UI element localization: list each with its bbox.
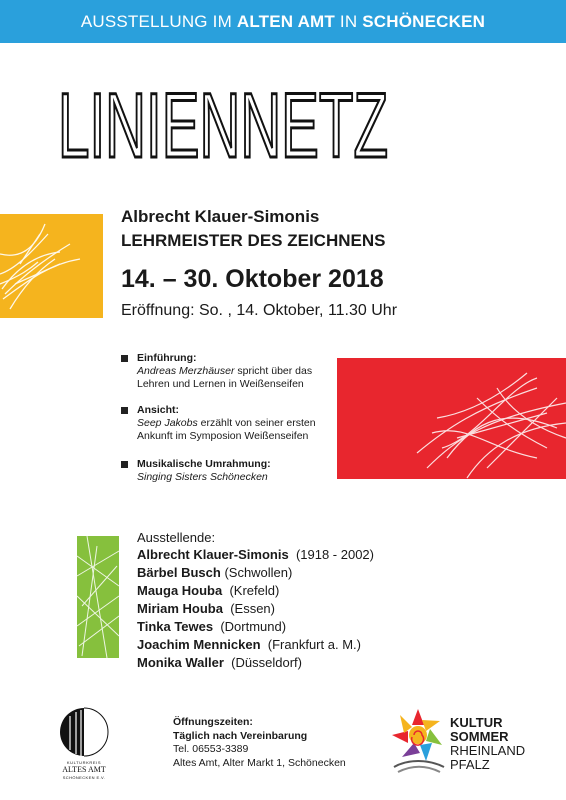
exhibitor-row: [137, 636, 361, 653]
exhibitor-row: [137, 564, 292, 581]
exhibition-dates: 14. – 30. Oktober 2018: [121, 265, 384, 293]
ks-line4: PFALZ: [450, 757, 490, 772]
program-text: erzählt von seiner ersten Ankunft im Symposion Weißenseifen: [137, 417, 316, 442]
bullet-square-icon: [121, 461, 128, 468]
banner-text-2: ALTEN AMT: [236, 12, 335, 31]
program-heading: Musikalische Umrahmung:: [137, 458, 271, 470]
exhibitor-detail: (Frankfurt a. M.): [267, 637, 361, 652]
exhibitor-detail: (1918 - 2002): [295, 547, 374, 562]
title-hand-lettering: [58, 75, 398, 177]
program-heading: Ansicht:: [137, 404, 179, 416]
svg-text:ALTES AMT: ALTES AMT: [62, 765, 106, 774]
program-item: [121, 404, 331, 444]
program-item: [121, 352, 331, 392]
red-drawing-image: [337, 358, 566, 479]
exhibition-title: [58, 75, 398, 177]
exhibitor-row: [137, 546, 374, 563]
exhibitor-detail: (Essen): [230, 601, 275, 616]
program-description: [137, 365, 337, 391]
exhibitor-name: Albrecht Klauer-Simonis: [137, 547, 289, 562]
exhibitor-row: [137, 654, 302, 671]
green-drawing-image: [77, 536, 119, 658]
program-text: spricht über das Lehren und Lernen in Weißenseifen: [137, 365, 313, 390]
svg-text:KULTURKREIS: KULTURKREIS: [66, 760, 102, 765]
exhibitor-row: [137, 618, 286, 635]
exhibitor-detail: (Krefeld): [229, 583, 280, 598]
yellow-drawing-image: [0, 214, 103, 318]
hours-address: Altes Amt, Alter Markt 1, Schönecken: [173, 756, 346, 769]
program-person: Seep Jakobs: [137, 417, 198, 429]
program-person: Andreas Merzhäuser: [137, 365, 235, 377]
exhibitor-name: Mauga Houba: [137, 583, 223, 598]
program-person: Singing Sisters Schönecken: [137, 471, 268, 483]
bullet-square-icon: [121, 355, 128, 362]
title-text: LINIENNETZ: [58, 75, 388, 177]
program-heading: Einführung:: [137, 352, 197, 364]
exhibitor-detail: (Dortmund): [220, 619, 287, 634]
hours-heading: Öffnungszeiten:: [173, 716, 253, 728]
program-description: [137, 417, 337, 443]
header-banner: [0, 0, 566, 43]
ks-line2: SOMMER: [450, 729, 509, 744]
kulturkreis-logo: [56, 704, 112, 789]
exhibitors-label: Ausstellende:: [137, 530, 216, 545]
exhibitor-name: Miriam Houba: [137, 601, 223, 616]
kultursommer-text: [450, 716, 525, 772]
exhibitor-row: [137, 600, 275, 617]
opening-info: Eröffnung: So. , 14. Oktober, 11.30 Uhr: [121, 302, 398, 319]
banner-text-3: IN: [335, 12, 363, 31]
hours-line: Täglich nach Vereinbarung: [173, 729, 308, 742]
ks-line1: KULTUR: [450, 715, 503, 730]
exhibitor-detail: (Düsseldorf): [231, 655, 302, 670]
artist-name: Albrecht Klauer-Simonis: [121, 207, 320, 226]
exhibitor-name: Monika Waller: [137, 655, 224, 670]
exhibitor-row: [137, 582, 279, 599]
hours-phone: Tel. 06553-3389: [173, 743, 249, 755]
program-description: [137, 471, 337, 484]
svg-text:SCHÖNECKEN E.V.: SCHÖNECKEN E.V.: [62, 775, 106, 780]
exhibitor-name: Joachim Mennicken: [137, 637, 261, 652]
exhibition-subtitle: LEHRMEISTER DES ZEICHNENS: [121, 231, 386, 250]
exhibitor-name: Tinka Tewes: [137, 619, 214, 634]
kultursommer-logo: [388, 703, 450, 780]
opening-hours: [173, 716, 346, 770]
exhibitor-detail: (Schwollen): [224, 565, 293, 580]
exhibitor-name: Bärbel Busch: [137, 565, 221, 580]
ks-line3: RHEINLAND: [450, 743, 526, 758]
banner-text-4: SCHÖNECKEN: [362, 12, 486, 31]
bullet-square-icon: [121, 407, 128, 414]
program-item: [121, 458, 331, 488]
banner-text-1: AUSSTELLUNG IM: [80, 12, 237, 31]
